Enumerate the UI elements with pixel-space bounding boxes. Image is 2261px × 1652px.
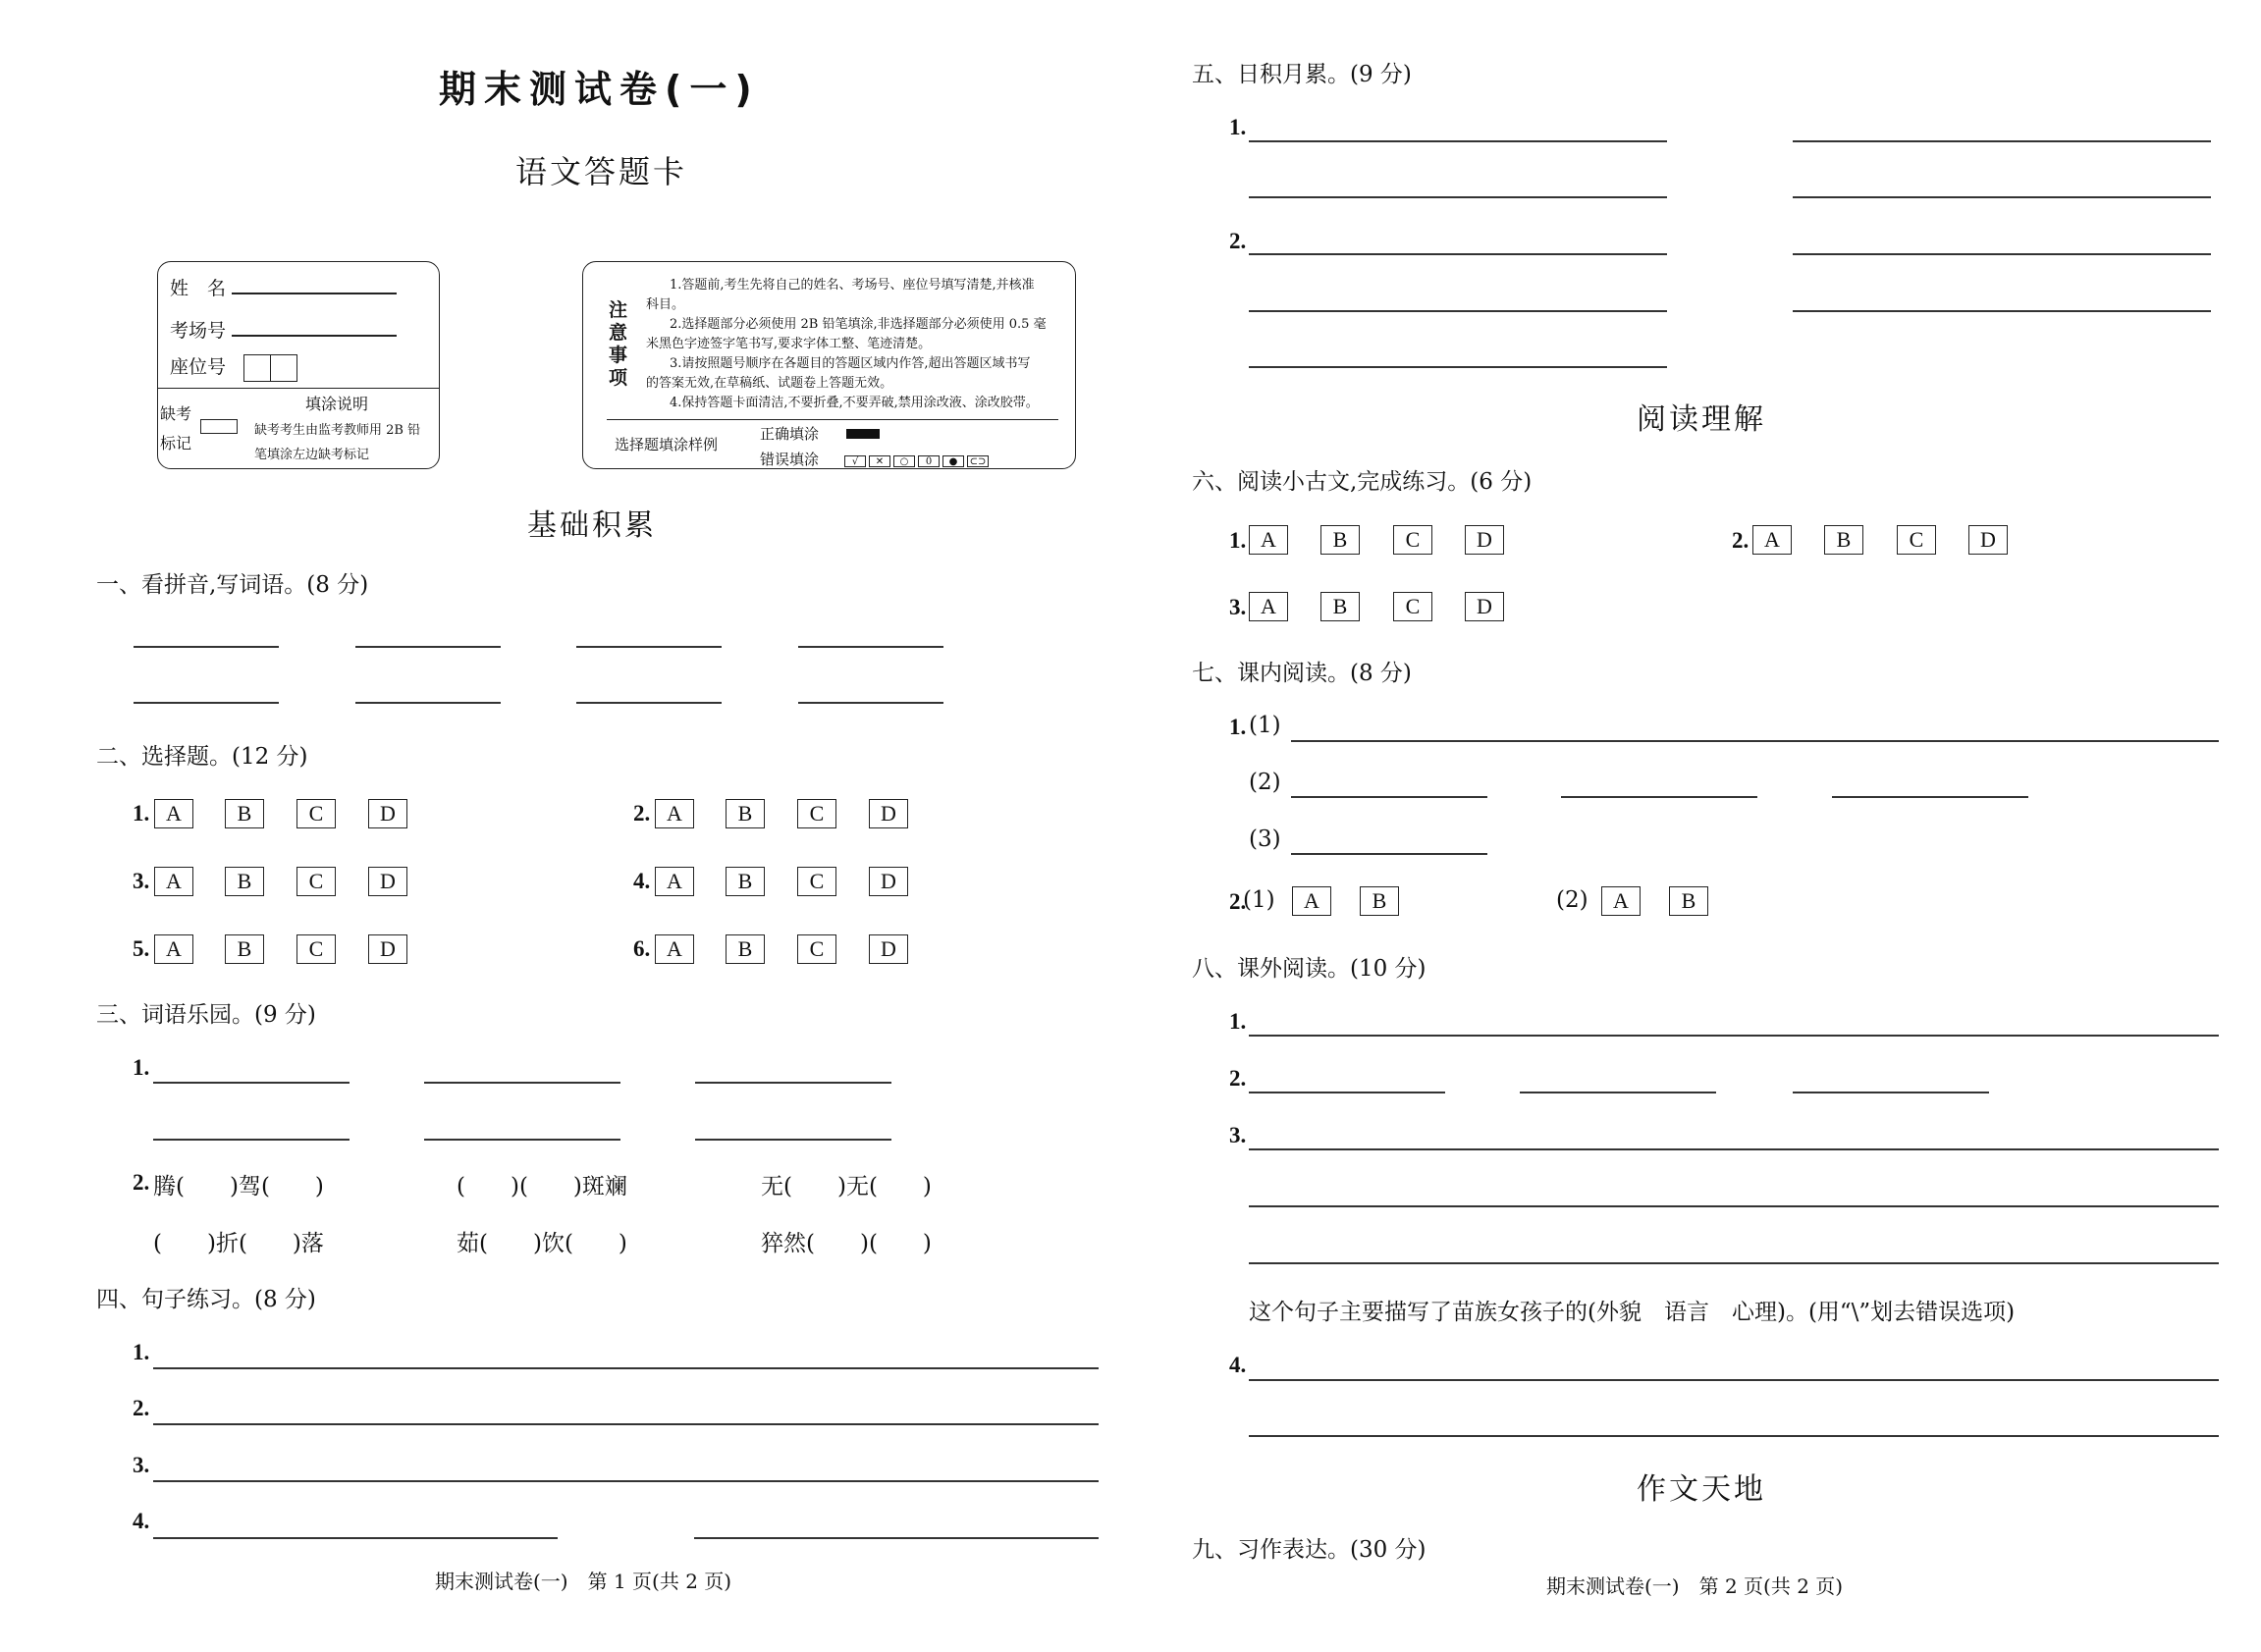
option-a[interactable]: A [154, 934, 193, 964]
wrong-fill-label: 错误填涂 [760, 451, 820, 468]
item-number: 2. [133, 1396, 150, 1420]
notice-item: 1.答题前,考生先将自己的姓名、考场号、座位号填写清楚,并核准 [670, 278, 1035, 293]
question-heading: 四、句子练习。(8 分) [96, 1287, 316, 1312]
answer-line[interactable] [1249, 1205, 2219, 1207]
answer-line[interactable] [1520, 1092, 1716, 1093]
option-c[interactable]: C [797, 934, 836, 964]
answer-line[interactable] [424, 1139, 620, 1141]
option-b[interactable]: B [225, 934, 264, 964]
fill-instruction-title: 填涂说明 [305, 395, 369, 413]
item-number: 2. [1732, 528, 1750, 553]
answer-line[interactable] [1793, 1092, 1989, 1093]
answer-line[interactable] [1249, 253, 1667, 255]
answer-line[interactable] [153, 1537, 558, 1539]
answer-line[interactable] [1249, 1379, 2219, 1381]
answer-line[interactable] [355, 646, 501, 648]
notice-item: 4.保持答题卡面清洁,不要折叠,不要弄破,禁用涂改液、涂改胶带。 [670, 396, 1039, 410]
answer-line[interactable] [1249, 366, 1667, 368]
item-number: 3. [133, 1453, 150, 1477]
notice-side-label: 注 意 事 项 [609, 299, 628, 389]
answer-line[interactable] [1793, 253, 2211, 255]
option-a[interactable]: A [1249, 525, 1288, 555]
item-number: 1. [133, 801, 150, 826]
exam-room-label: 考场号 [170, 320, 227, 342]
answer-line[interactable] [424, 1082, 620, 1084]
option-b[interactable]: B [1320, 592, 1360, 621]
item-number: 4. [1229, 1353, 1247, 1377]
option-b[interactable]: B [1824, 525, 1863, 555]
answer-line[interactable] [1249, 1148, 2219, 1150]
item-number: 4. [133, 1509, 150, 1533]
sub-item-label: (1) [1243, 887, 1275, 913]
answer-line[interactable] [1793, 196, 2211, 198]
strike-option-note: 这个句子主要描写了苗族女孩子的(外貌 语言 心理)。(用“\”划去错误选项) [1249, 1300, 2016, 1325]
sub-item-label: (2) [1556, 887, 1588, 913]
option-b[interactable]: B [1360, 886, 1399, 916]
sub-item-label: (3) [1249, 826, 1281, 852]
correct-fill-label: 正确填涂 [760, 425, 820, 443]
item-number: 1. [1229, 528, 1247, 553]
fill-blank-phrase[interactable]: 茹( )饮( ) [457, 1231, 627, 1256]
option-c[interactable]: C [797, 867, 836, 896]
absent-label-2: 标记 [160, 434, 192, 453]
answer-line[interactable] [1561, 796, 1757, 798]
option-a[interactable]: A [1292, 886, 1331, 916]
item-number: 1. [133, 1340, 150, 1364]
item-number: 3. [1229, 1123, 1247, 1147]
answer-line[interactable] [153, 1480, 1099, 1482]
section-heading-basic: 基础积累 [527, 508, 657, 543]
dot-mark-icon: ● [942, 455, 964, 467]
sub-item-label: (2) [1249, 770, 1281, 795]
question-heading: 二、选择题。(12 分) [96, 744, 308, 770]
name-label: 姓 名 [170, 278, 227, 299]
question-heading: 九、习作表达。(30 分) [1192, 1537, 1427, 1563]
notice-item: 2.选择题部分必须使用 2B 铅笔填涂,非选择题部分必须使用 0.5 毫 [670, 317, 1047, 332]
item-number: 2. [1229, 889, 1247, 914]
fill-blank-phrase[interactable]: 猝然( )( ) [761, 1231, 932, 1256]
option-b[interactable]: B [726, 934, 765, 964]
item-number: 3. [1229, 595, 1247, 619]
answer-line[interactable] [1249, 196, 1667, 198]
option-c[interactable]: C [296, 934, 336, 964]
item-number: 1. [1229, 715, 1247, 739]
option-d[interactable]: D [1465, 525, 1504, 555]
page-footer: 期末测试卷(一) 第 2 页(共 2 页) [1546, 1574, 1844, 1598]
item-number: 2. [1229, 1066, 1247, 1091]
answer-line[interactable] [134, 646, 279, 648]
page-title: 期末测试卷(一) [439, 68, 760, 111]
option-d[interactable]: D [368, 934, 407, 964]
option-c[interactable]: C [1897, 525, 1936, 555]
item-number: 3. [133, 869, 150, 893]
sub-item-label: (1) [1249, 713, 1281, 738]
sample-label: 选择题填涂样例 [615, 436, 719, 453]
section-heading-writing: 作文天地 [1637, 1472, 1766, 1507]
option-b[interactable]: B [225, 867, 264, 896]
page-footer: 期末测试卷(一) 第 1 页(共 2 页) [435, 1570, 732, 1593]
item-number: 5. [133, 936, 150, 961]
zero-mark-icon: 0 [918, 455, 940, 467]
absent-label: 缺考 [160, 404, 192, 423]
option-d[interactable]: D [1465, 592, 1504, 621]
option-c[interactable]: C [797, 799, 836, 828]
fill-blank-phrase[interactable]: ( )折( )落 [153, 1231, 324, 1256]
question-heading: 八、课外阅读。(10 分) [1192, 956, 1427, 982]
option-d[interactable]: D [869, 799, 908, 828]
correct-fill-sample [846, 429, 880, 439]
answer-line[interactable] [134, 702, 279, 704]
answer-line[interactable] [695, 1139, 891, 1141]
option-a[interactable]: A [655, 934, 694, 964]
answer-line[interactable] [355, 702, 501, 704]
answer-line[interactable] [1793, 310, 2211, 312]
question-heading: 六、阅读小古文,完成练习。(6 分) [1192, 469, 1533, 495]
answer-line[interactable] [153, 1423, 1099, 1425]
seat-label: 座位号 [170, 356, 227, 378]
option-a[interactable]: A [154, 799, 193, 828]
option-d[interactable]: D [869, 867, 908, 896]
item-number: 2. [633, 801, 651, 826]
answer-line[interactable] [1832, 796, 2028, 798]
option-d[interactable]: D [1968, 525, 2008, 555]
option-a[interactable]: A [1752, 525, 1792, 555]
answer-line[interactable] [153, 1139, 350, 1141]
fill-blank-phrase[interactable]: 腾( )驾( ) [153, 1174, 324, 1199]
wrong-fill-samples [844, 451, 992, 469]
notice-item: 的答案无效,在草稿纸、试题卷上答题无效。 [646, 376, 893, 391]
item-number: 1. [133, 1055, 150, 1080]
item-number: 2. [133, 1170, 150, 1195]
check-mark-icon: √ [844, 455, 866, 467]
fill-instruction-line: 缺考考生由监考教师用 2B 铅 [254, 423, 421, 438]
seat-digit-2[interactable] [270, 354, 297, 382]
answer-line[interactable] [153, 1367, 1099, 1369]
answer-line[interactable] [1291, 853, 1487, 855]
section-heading-reading: 阅读理解 [1637, 402, 1766, 437]
answer-line[interactable] [1291, 740, 2219, 742]
option-d[interactable]: D [869, 934, 908, 964]
notice-item: 3.请按照题号顺序在各题目的答题区域内作答,超出答题区域书写 [670, 356, 1031, 371]
item-number: 6. [633, 936, 651, 961]
answer-line[interactable] [1249, 140, 1667, 142]
answer-line[interactable] [1249, 1262, 2219, 1264]
answer-line[interactable] [798, 646, 943, 648]
item-number: 1. [1229, 1009, 1247, 1034]
option-a[interactable]: A [1601, 886, 1641, 916]
answer-line[interactable] [1249, 1035, 2219, 1037]
answer-line[interactable] [1249, 1092, 1445, 1093]
fill-blank-phrase[interactable]: ( )( )斑斓 [457, 1174, 627, 1199]
item-number: 1. [1229, 115, 1247, 139]
answer-line[interactable] [1249, 1435, 2219, 1437]
student-info-card [157, 261, 440, 469]
option-a[interactable]: A [154, 867, 193, 896]
question-heading: 一、看拼音,写词语。(8 分) [96, 572, 369, 598]
answer-line[interactable] [1249, 310, 1667, 312]
answer-line[interactable] [576, 646, 722, 648]
fill-blank-phrase[interactable]: 无( )无( ) [761, 1174, 932, 1199]
option-b[interactable]: B [726, 799, 765, 828]
option-a[interactable]: A [655, 867, 694, 896]
option-d[interactable]: D [368, 799, 407, 828]
option-b[interactable]: B [1320, 525, 1360, 555]
answer-line[interactable] [153, 1082, 350, 1084]
answer-line[interactable] [694, 1537, 1099, 1539]
item-number: 4. [633, 869, 651, 893]
question-heading: 三、词语乐园。(9 分) [96, 1002, 316, 1028]
option-b[interactable]: B [1669, 886, 1708, 916]
option-a[interactable]: A [1249, 592, 1288, 621]
circle-mark-icon: ○ [893, 455, 915, 467]
option-c[interactable]: C [296, 799, 336, 828]
question-heading: 五、日积月累。(9 分) [1192, 62, 1412, 87]
option-c[interactable]: C [1393, 525, 1432, 555]
notice-item: 米黑色字迹签字笔书写,要求字体工整、笔迹清楚。 [646, 337, 932, 351]
answer-line[interactable] [576, 702, 722, 704]
answer-line[interactable] [1291, 796, 1487, 798]
seat-digit-1[interactable] [243, 354, 271, 382]
page-subtitle: 语文答题卡 [515, 153, 688, 190]
cross-mark-icon: ✕ [869, 455, 890, 467]
absent-mark-box[interactable] [200, 419, 238, 434]
option-c[interactable]: C [1393, 592, 1432, 621]
option-b[interactable]: B [726, 867, 765, 896]
option-d[interactable]: D [368, 867, 407, 896]
notice-item: 科目。 [646, 297, 685, 312]
exam-room-field[interactable] [232, 319, 397, 337]
answer-line[interactable] [798, 702, 943, 704]
notice-card [582, 261, 1076, 469]
option-b[interactable]: B [225, 799, 264, 828]
oval-mark-icon: ⊂⊃ [967, 455, 989, 467]
item-number: 2. [1229, 229, 1247, 253]
option-c[interactable]: C [296, 867, 336, 896]
option-a[interactable]: A [655, 799, 694, 828]
answer-line[interactable] [1793, 140, 2211, 142]
name-field[interactable] [232, 277, 397, 294]
question-heading: 七、课内阅读。(8 分) [1192, 661, 1412, 686]
answer-line[interactable] [695, 1082, 891, 1084]
fill-instruction-line: 笔填涂左边缺考标记 [254, 448, 370, 462]
